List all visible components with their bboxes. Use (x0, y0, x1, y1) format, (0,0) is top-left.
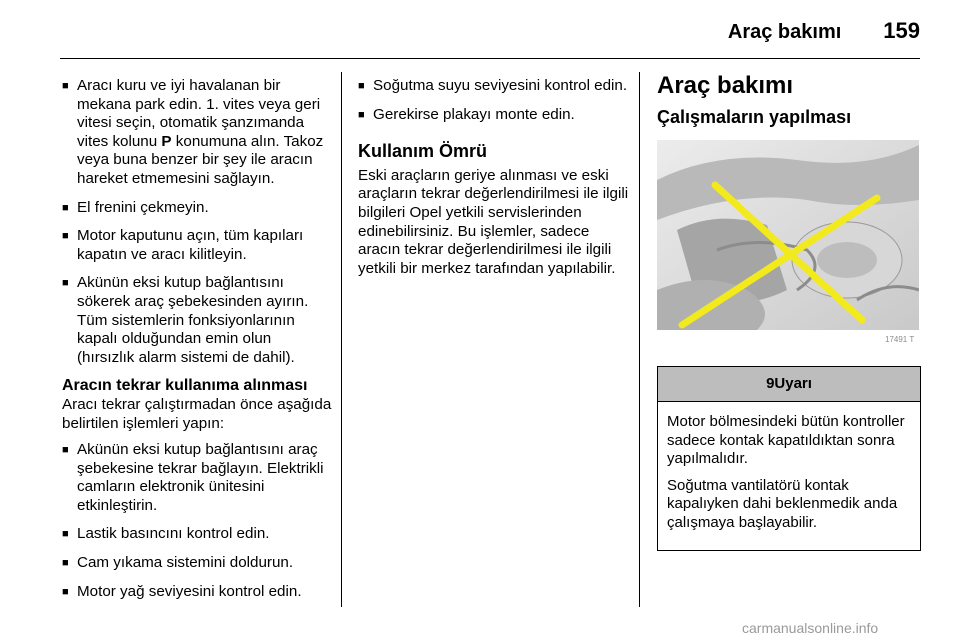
warning-paragraph: Motor bölmesindeki bütün kontroller sadece kontak kapatıldıktan sonra yapılmalıdır. (667, 413, 905, 467)
list-item-text: Aracı kuru ve iyi havalanan bir mekana park edin. 1. vites veya geri vitesi seçin, otomatik şanzımanda vites kolunu (77, 77, 321, 150)
engine-bay-illustration (657, 140, 919, 346)
list-item: ■ Cam yıkama sistemini doldurun. (62, 554, 332, 573)
list-item: ■ El frenini çekmeyin. (62, 199, 332, 218)
section-heading: Kullanım Ömrü (358, 141, 488, 162)
header-title: Araç bakımı (727, 21, 842, 43)
watermark: carmanualsonline.info (742, 620, 879, 636)
column-left (62, 77, 332, 611)
warning-paragraph: Soğutma vantilatörü kontak kapalıyken dahi beklenmedik anda çalışmaya başlayabilir. (667, 476, 898, 531)
image-code: 17491 T (885, 335, 915, 345)
list-item: ■ Motor yağ seviyesini kontrol edin. (62, 583, 332, 602)
section-heading: Aracın tekrar kullanıma alınması (62, 377, 308, 395)
header-rule (60, 58, 920, 59)
list-item (62, 77, 332, 189)
warning-header (658, 367, 920, 402)
column-divider-2 (639, 72, 640, 607)
page-header (728, 18, 920, 44)
list-item-text-after: konumuna alın. Takoz veya buna benzer bir şey ile aracın hareket etmemesini sağlayın. (77, 132, 324, 187)
list-item: ■ Motor kaputunu açın, tüm kapıları kapatın ve aracı kilitleyin. (62, 227, 332, 264)
page-number: 159 (883, 18, 920, 43)
section-intro: Aracı tekrar çalıştırmadan önce aşağıda belirtilen işlemleri yapın: (62, 395, 332, 432)
column-middle (358, 77, 630, 286)
engine-bay-image (657, 140, 919, 346)
warning-body (658, 402, 920, 550)
list-item-bold: P (161, 132, 172, 150)
list-item: ■ Gerekirse plakayı monte edin. (358, 106, 630, 125)
column-right (657, 72, 919, 346)
warning-label: Uyarı (774, 374, 812, 392)
warning-icon: 9 (766, 374, 775, 392)
page-subtitle: Çalışmaların yapılması (657, 106, 852, 127)
warning-box (657, 366, 921, 551)
page-title: Araç bakımı (657, 72, 794, 99)
column-divider-1 (341, 72, 342, 607)
list-item: ■ Akünün eksi kutup bağlantısını araç şebekesine tekrar bağlayın. Elektrikli camların elektronik ünitesini etkinleştirin. (62, 441, 332, 515)
section-text: Eski araçların geriye alınması ve eski araçların tekrar değerlendirilmesi ile ilgili bilgileri Opel yetkili servislerinden edinebilirsiniz. Bu işlemler, sadece aracın tekrar değerlendirilmesi ile ilgili yetkili bir merkez tarafından yapılabilir. (358, 166, 629, 277)
list-item: ■ Soğutma suyu seviyesini kontrol edin. (358, 77, 630, 96)
list-item: ■ Akünün eksi kutup bağlantısını sökerek araç şebekesinden ayırın. Tüm sistemlerin fonksiyonlarının kapalı olduğundan emin olun (hırsızlık alarm sistemi de dahil). (62, 274, 332, 367)
list-item: ■ Lastik basıncını kontrol edin. (62, 525, 332, 544)
